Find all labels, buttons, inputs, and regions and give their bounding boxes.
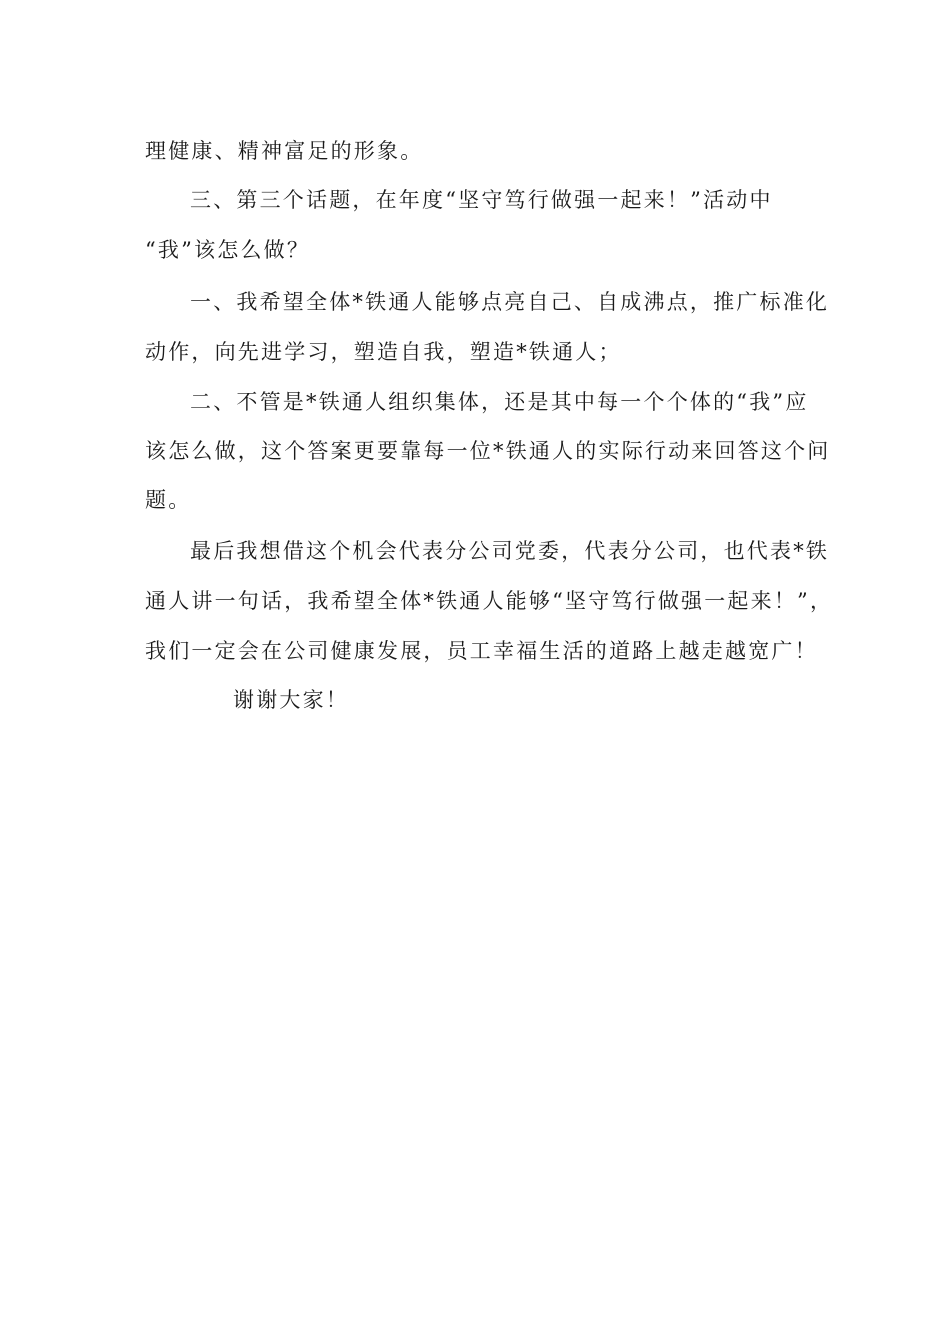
point-one-line: 动作，向先进学习，塑造自我，塑造*铁通人； — [145, 340, 622, 364]
closing-paragraph-line: 通人讲一句话，我希望全体*铁通人能够“坚守笃行做强一起来！”， — [145, 589, 834, 613]
section-three-heading-line: 三、第三个话题，在年度“坚守笃行做强一起来！”活动中 — [190, 188, 773, 212]
section-three-heading-line: “我”该怎么做？ — [145, 238, 311, 262]
point-two-line: 二、不管是*铁通人组织集体，还是其中每一个个体的“我”应 — [190, 390, 809, 414]
closing-paragraph-line: 我们一定会在公司健康发展，员工幸福生活的道路上越走越宽广！ — [145, 639, 818, 663]
point-one-line: 一、我希望全体*铁通人能够点亮自己、自成沸点，推广标准化 — [190, 290, 830, 314]
paragraph-line: 理健康、精神富足的形象。 — [145, 139, 424, 163]
point-two-line: 题。 — [145, 488, 192, 512]
point-two-line: 该怎么做，这个答案更要靠每一位*铁通人的实际行动来回答这个问 — [145, 439, 831, 463]
thanks-line: 谢谢大家！ — [233, 688, 349, 712]
closing-paragraph-line: 最后我想借这个机会代表分公司党委，代表分公司，也代表*铁 — [190, 539, 830, 563]
